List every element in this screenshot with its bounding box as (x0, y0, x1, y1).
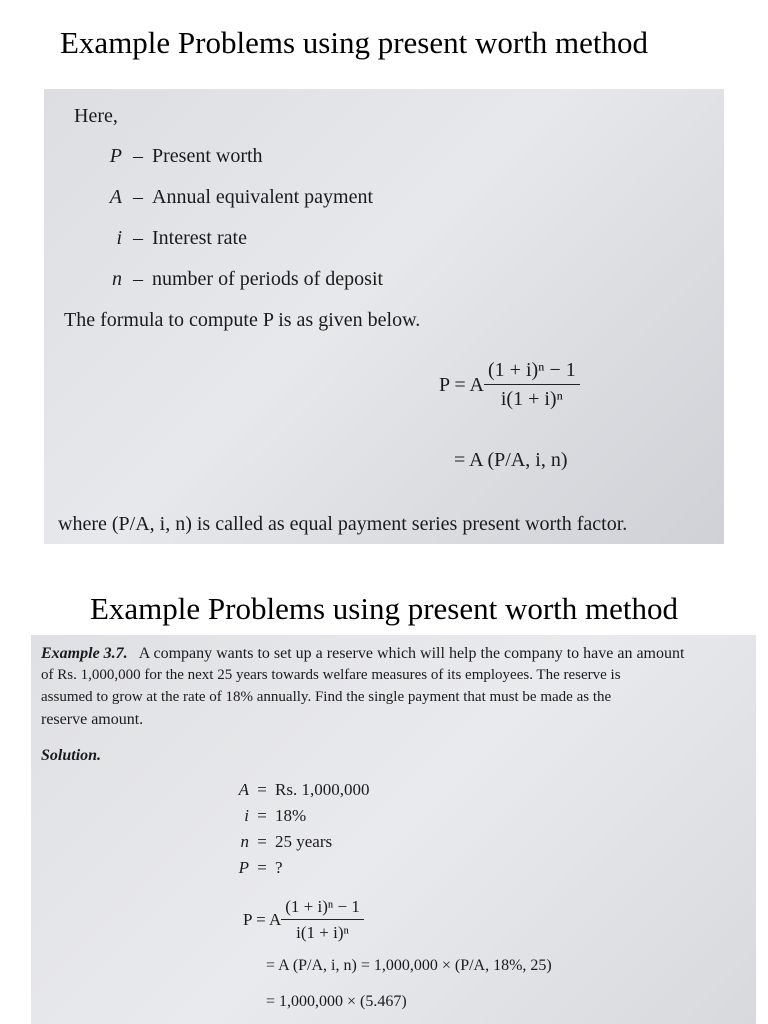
given-row: i = 18% (221, 803, 369, 829)
given-value: 25 years (275, 832, 333, 851)
formula-fraction (484, 359, 580, 411)
example-line: assumed to grow at the rate of 18% annually. Find the single payment that must be made as the (41, 689, 612, 705)
definition-symbol: i (116, 227, 122, 249)
example-line: of Rs. 1,000,000 for the next 25 years towards welfare measures of its employees. The reserve is (41, 667, 621, 683)
factor-definition: where (P/A, i, n) is called as equal payment series present worth factor. (58, 513, 628, 535)
example-line (41, 645, 684, 663)
definition-meaning: number of periods of deposit (152, 268, 384, 290)
definition-meaning: Interest rate (152, 227, 247, 249)
formula-lhs: P = A (243, 910, 282, 929)
slide-title-top: Example Problems using present worth method (60, 25, 649, 60)
given-symbol: P (238, 858, 249, 877)
solution-label: Solution. (41, 747, 102, 764)
formula-intro: The formula to compute P is as given below. (64, 309, 421, 331)
given-symbol: i (244, 806, 249, 825)
given-symbol: n (240, 832, 249, 851)
solution-formula (243, 897, 364, 943)
given-symbol: A (238, 780, 249, 799)
given-row: n = 25 years (221, 829, 369, 855)
solution-step: = A (P/A, i, n) = 1,000,000 × (P/A, 18%, 25) (266, 957, 552, 974)
formula-numerator: (1 + i)ⁿ − 1 (484, 359, 580, 385)
example-line: reserve amount. (41, 711, 144, 728)
definition-meaning: Annual equivalent payment (152, 186, 374, 208)
definition-row: n – number of periods of deposit (104, 268, 383, 291)
given-row: P = ? (221, 855, 369, 881)
slide-title-bottom: Example Problems using present worth method (89, 591, 679, 626)
definition-row: A – Annual equivalent payment (104, 186, 373, 209)
textbook-photo-formula (44, 89, 724, 544)
formula-numerator: (1 + i)ⁿ − 1 (281, 897, 364, 920)
given-value: Rs. 1,000,000 (275, 780, 370, 799)
given-values (221, 777, 369, 881)
given-value: ? (275, 858, 283, 877)
definition-row: P – Present worth (104, 145, 263, 168)
formula-denominator: i(1 + i)ⁿ (500, 388, 563, 410)
example-text: A company wants to set up a reserve which will help the company to have an amount (138, 645, 685, 662)
definition-meaning: Present worth (152, 145, 263, 167)
example-label: Example 3.7. (41, 645, 128, 662)
factor-notation: = A (P/A, i, n) (454, 449, 568, 471)
definition-row: i – Interest rate (104, 227, 247, 250)
definition-symbol: A (109, 186, 122, 208)
formula-fraction (281, 897, 364, 943)
here-label: Here, (74, 105, 118, 127)
present-worth-formula (439, 359, 580, 411)
given-row: A = Rs. 1,000,000 (221, 777, 369, 803)
textbook-photo-example (31, 635, 756, 1024)
definition-symbol: P (109, 145, 122, 167)
definition-symbol: n (112, 268, 122, 290)
formula-denominator: i(1 + i)ⁿ (296, 923, 349, 942)
formula-lhs: P = A (439, 373, 484, 396)
solution-step: = 1,000,000 × (5.467) (266, 993, 407, 1010)
given-value: 18% (275, 806, 307, 825)
